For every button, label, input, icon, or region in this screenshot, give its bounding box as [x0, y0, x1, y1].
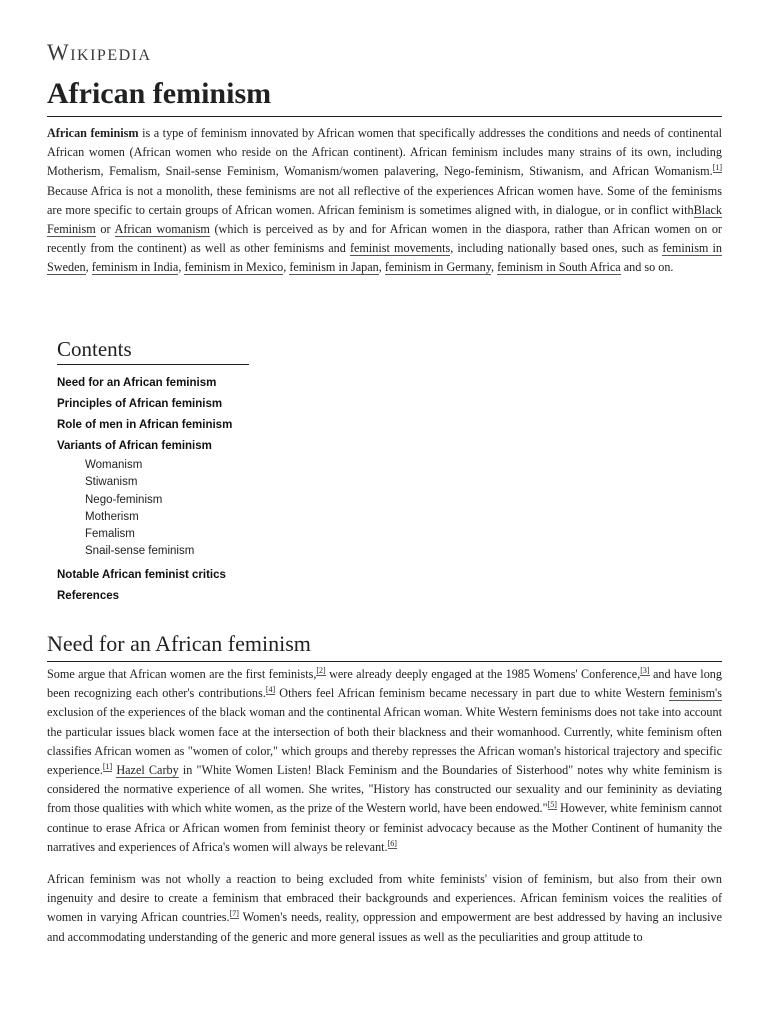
- section-paragraph-2: [47, 870, 722, 947]
- link-feminism-in-south-africa[interactable]: feminism in South Africa: [497, 260, 621, 275]
- link-feminism-in-germany[interactable]: feminism in Germany: [384, 260, 491, 275]
- toc-item-role-of-men[interactable]: Role of men in African feminism: [57, 419, 233, 431]
- text: Because Africa is not a monolith, these feminisms are not all reflective of the experiences African women have. Some of the feminisms are more specific to certain groups of African women. African feminism is sometimes aligned with, in dialogue, or in conflict with: [47, 183, 722, 217]
- text: African feminism was not wholly a reaction to being excluded from white feminists' vision of feminism, but also from their own ingenuity and desire to create a feminism that embraced their backgrounds and experiences. African feminism voices the realities of women in varying African countries.: [47, 872, 722, 925]
- reference-6[interactable]: [6]: [387, 838, 397, 848]
- toc-item-need[interactable]: Need for an African feminism: [57, 377, 217, 389]
- text: However, white feminism cannot continue to erase Africa or African women from feminist theory or feminist advocacy because as the Mother Continent of humanity the narratives and experiences of Africa's women will always be relevant.: [47, 801, 722, 854]
- toc-item-references[interactable]: References: [57, 589, 120, 602]
- toc-subitem-stiwanism[interactable]: Stiwanism: [85, 476, 138, 489]
- table-of-contents: [57, 336, 357, 607]
- text: were already deeply engaged at the 1985 Womens' Conference,: [325, 667, 641, 681]
- section-heading-need: Need for an African feminism: [47, 630, 722, 662]
- link-hazel-carby[interactable]: Hazel Carby: [116, 763, 179, 778]
- toc-subitem-womanism[interactable]: Womanism: [85, 459, 143, 471]
- text: and have long been recognizing each other's contributions.: [47, 667, 722, 701]
- reference-4[interactable]: [4]: [265, 685, 276, 695]
- link-feminism-in-sweden[interactable]: feminism in Sweden: [47, 241, 722, 275]
- link-feminism-in-india[interactable]: feminism in India: [91, 260, 179, 275]
- text: Women's needs, reality, oppression and empowerment are best addressed by having an inclusive and accommodating understanding of the generic and more general issues as well as the peculiarities and group attitude to: [47, 910, 722, 944]
- separator: ,: [378, 260, 385, 275]
- toc-item-principles[interactable]: Principles of African feminism: [57, 398, 223, 410]
- text: in "White Women Listen! Black Feminism and the Boundaries of Sisterhood" notes why white feminism is considered the normative experience of all women. She writes, "History has constructed our sexuality and our femininity as deviating from those qualities with which white women, as the prize of the Western world, have been endowed.": [47, 763, 722, 816]
- toc-subitem-motherism[interactable]: Motherism: [85, 510, 139, 523]
- reference-5[interactable]: [5]: [547, 800, 557, 810]
- link-black-feminism[interactable]: Black Feminism: [47, 202, 722, 237]
- page-title: African feminism: [47, 76, 722, 117]
- reference-3[interactable]: [3]: [640, 665, 650, 675]
- text: and so on.: [620, 260, 674, 275]
- separator: ,: [85, 260, 92, 275]
- text: Others feel African feminism became necessary in part due to white Western: [275, 686, 670, 701]
- reference-1[interactable]: [1]: [712, 163, 722, 173]
- link-feminist-movements[interactable]: feminist movements: [349, 241, 451, 256]
- link-feminism-in-japan[interactable]: feminism in Japan: [289, 260, 379, 275]
- text: exclusion of the experiences of the black woman and the continental African woman. White Western feminisms does not take into account the particular issues black women face at the intersection of both their blackness and their womanhood. Currently, white feminism often classifies African women as "women of color," which groups and thereby represses the African woman's historical trajectory and specific experience.: [47, 705, 722, 778]
- separator: ,: [491, 260, 498, 275]
- text: is a type of feminism innovated by African women that specifically addresses the conditions and needs of continental African women (African women who reside on the African continent). African feminism includes many strains of its own, including Motherism, Femalism, Snail-sense Feminism, Womanism/women palavering, Nego-feminism, Stiwanism, and African Womanism.: [47, 126, 722, 179]
- toc-subitem-snail-sense[interactable]: Snail-sense feminism: [85, 545, 195, 558]
- toc-subitem-nego-feminism[interactable]: Nego-feminism: [85, 493, 163, 506]
- link-feminism-in-mexico[interactable]: feminism in Mexico: [184, 260, 284, 275]
- toc-item-critics[interactable]: Notable African feminist critics: [57, 568, 226, 581]
- intro-paragraph: [47, 124, 722, 278]
- text: Some argue that African women are the first feminists,: [47, 667, 317, 681]
- reference-1b[interactable]: [1]: [102, 761, 113, 771]
- toc-item-variants[interactable]: Variants of African feminism: [57, 440, 212, 452]
- toc-subitem-femalism[interactable]: Femalism: [85, 528, 135, 541]
- wikipedia-wordmark[interactable]: Wikipedia: [47, 40, 152, 65]
- link-african-womanism[interactable]: African womanism: [114, 222, 210, 237]
- text: (which is perceived as by and for African women in the diaspora, rather than African women on or recently from the continent) as well as other feminisms and: [47, 222, 722, 256]
- separator: ,: [178, 260, 185, 275]
- section-paragraph-1: [47, 665, 722, 857]
- toc-title: Contents: [57, 336, 249, 365]
- reference-7[interactable]: [7]: [229, 909, 239, 919]
- link-feminism[interactable]: feminism's: [669, 686, 722, 701]
- reference-2[interactable]: [2]: [316, 665, 326, 675]
- text: , including nationally based ones, such as: [450, 241, 663, 256]
- bold-term: African feminism: [47, 126, 139, 140]
- text: or: [95, 222, 115, 237]
- separator: ,: [283, 260, 290, 275]
